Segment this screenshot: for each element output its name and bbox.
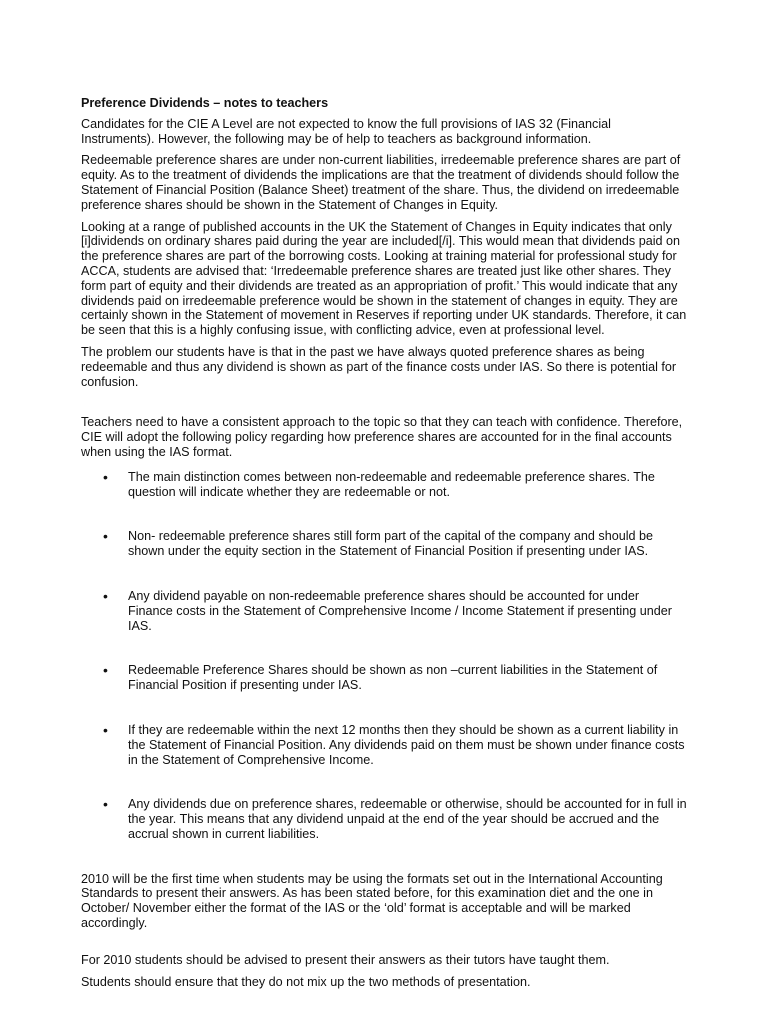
redeemable-paragraph: Redeemable preference shares are under non-current liabilities, irredeemable preference shares are part of equity. As to the treatment of dividends the implications are that the treatment of dividends should follow the Statement of Financial Position (Balance Sheet) treatment of the share. Thus, the dividend on irredeemable preference shares should be shown in the Statement of Changes in Equity.: [81, 153, 681, 212]
intro-paragraph: Candidates for the CIE A Level are not expected to know the full provisions of IAS 32 (Financial Instruments). However, the following may be of help to teachers as background information.: [81, 116, 611, 146]
list-item-text: If they are redeemable within the next 12 months then they should be shown as a current liability in the Statement of Financial Position. Any dividends paid on them must be shown under finance costs in the Statement of Comprehensive Income.: [128, 722, 685, 767]
warning-paragraph: Students should ensure that they do not mix up the two methods of presentation.: [81, 974, 531, 989]
bullet-icon: •: [103, 587, 108, 604]
bullet-icon: •: [103, 721, 108, 738]
advice-paragraph: For 2010 students should be advised to present their answers as their tutors have taught them.: [81, 952, 610, 967]
bullet-icon: •: [103, 528, 108, 545]
list-item-text: Redeemable Preference Shares should be shown as non –current liabilities in the Statement of Financial Position if presenting under IAS.: [128, 663, 658, 693]
list-item-text: Non- redeemable preference shares still form part of the capital of the company and should be shown under the equity section in the Statement of Financial Position if presenting under IAS.: [128, 529, 654, 559]
bullet-icon: •: [103, 468, 108, 485]
list-item: [81, 723, 687, 767]
list-item: [81, 470, 687, 500]
list-item: [81, 797, 687, 841]
policy-list: [81, 470, 687, 842]
document-title: Preference Dividends – notes to teachers: [81, 96, 329, 110]
list-item: [81, 529, 687, 559]
problem-paragraph: The problem our students have is that in the past we have always quoted preference shares as being redeemable and thus any dividend is shown as part of the finance costs under IAS. So there is potential for confusion.: [81, 344, 677, 389]
list-item-text: Any dividends due on preference shares, redeemable or otherwise, should be accounted for in full in the year. This means that any dividend unpaid at the end of the year should be accrued and the accrual shown in current liabilities.: [128, 797, 687, 841]
policy-paragraph: Teachers need to have a consistent approach to the topic so that they can teach with confidence. Therefore, CIE will adopt the following policy regarding how preference shares are accounted for in the final accounts when using the IAS format.: [81, 415, 683, 459]
bullet-icon: •: [103, 796, 108, 813]
list-item-text: The main distinction comes between non-redeemable and redeemable preference shares. The question will indicate whether they are redeemable or not.: [128, 469, 655, 499]
bullet-icon: •: [103, 662, 108, 679]
list-item: [81, 589, 687, 633]
list-item: [81, 663, 687, 693]
published-accounts-paragraph: Looking at a range of published accounts in the UK the Statement of Changes in Equity indicates that only [i]dividends on ordinary shares paid during the year are included[/i]. This would mean that dividends paid on the preference shares are part of the borrowing costs. Looking at training material for professional study for ACCA, students are advised that: ‘Irredeemable preference shares are treated just like other shares. They form part of equity and their dividends are treated as an appropriation of profit.’ This would indicate that any dividends paid on irredeemable preference would be shown in the statement of changes in equity. They are certainly shown in the Statement of movement in Reserves if reporting under UK standards. Therefore, it can be seen that this is a highly confusing issue, with conflicting advice, even at professional level.: [81, 219, 687, 338]
document-page: [81, 96, 687, 996]
formats-2010-paragraph: 2010 will be the first time when students may be using the formats set out in the International Accounting Standards to present their answers. As has been stated before, for this examination diet and the one in October/ November either the format of the IAS or the ‘old’ format is acceptable and will be marked accordingly.: [81, 871, 663, 931]
list-item-text: Any dividend payable on non-redeemable preference shares should be accounted for under Finance costs in the Statement of Comprehensive Income / Income Statement if presenting under IAS.: [128, 588, 672, 633]
